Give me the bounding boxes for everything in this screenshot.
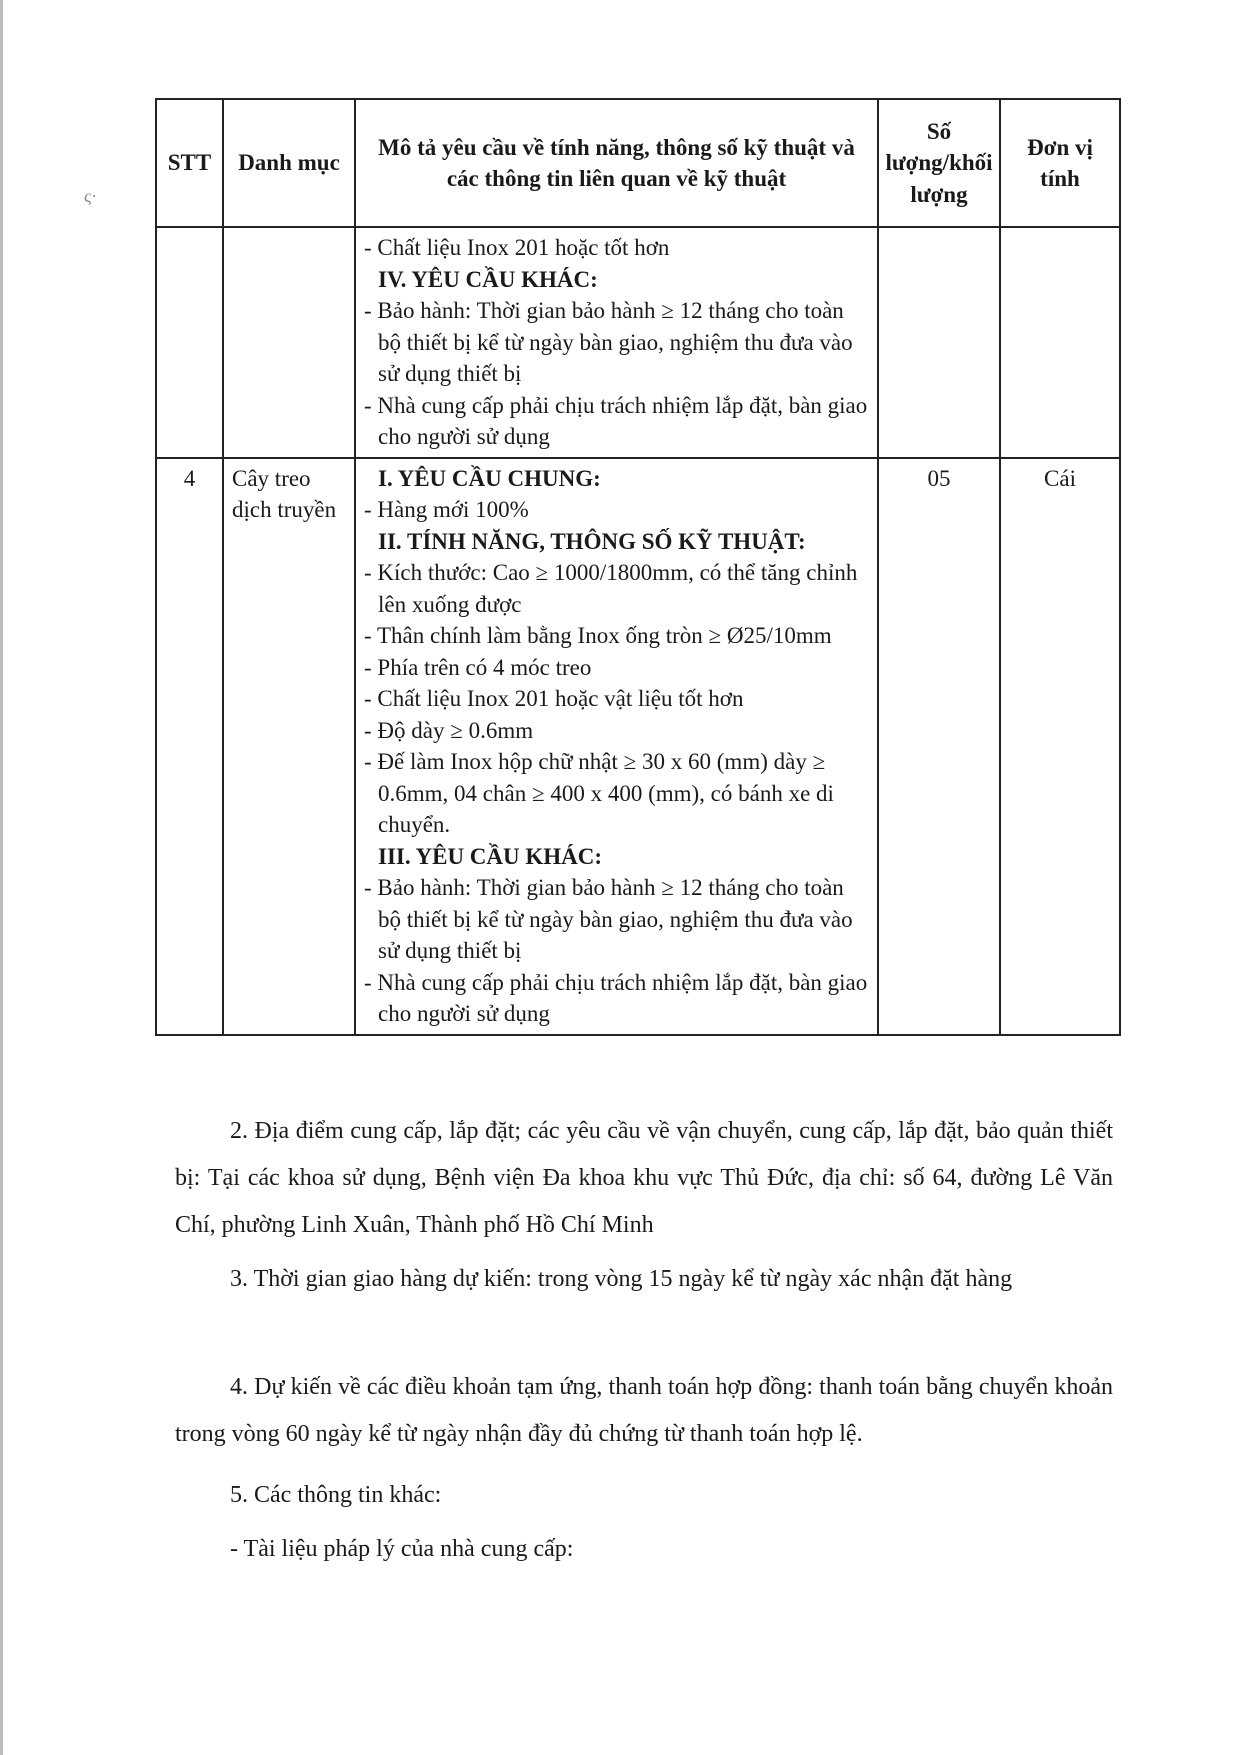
- header-quantity: Số lượng/khối lượng: [878, 99, 1000, 227]
- cell-quantity: 05: [878, 458, 1000, 1035]
- table-header-row: [156, 99, 1120, 227]
- description-heading: II. TÍNH NĂNG, THÔNG SỐ KỸ THUẬT:: [378, 528, 806, 554]
- paragraph-delivery-location: [175, 1108, 1113, 1249]
- header-stt: STT: [156, 99, 223, 227]
- paragraph-text: - Tài liệu pháp lý của nhà cung cấp:: [230, 1536, 574, 1562]
- description-line: - Nhà cung cấp phải chịu trách nhiệm lắp đặt, bàn giao cho người sử dụng: [364, 969, 868, 1026]
- cell-unit: Cái: [1000, 458, 1120, 1035]
- cell-category: Cây treo dịch truyền: [223, 458, 355, 1035]
- cell-stt: [156, 227, 223, 458]
- description-line: - Bảo hành: Thời gian bảo hành ≥ 12 tháng cho toàn bộ thiết bị kể từ ngày bàn giao, nghiệm thu đưa vào sử dụng thiết bị: [364, 875, 853, 963]
- paragraph-delivery-time: [175, 1256, 1113, 1303]
- paragraph-text: 3. Thời gian giao hàng dự kiến: trong vòng 15 ngày kể từ ngày xác nhận đặt hàng: [230, 1266, 1013, 1292]
- description-line: - Chất liệu Inox 201 hoặc vật liệu tốt hơn: [364, 686, 744, 711]
- description-line: - Phía trên có 4 móc treo: [364, 654, 592, 680]
- cell-stt: 4: [156, 458, 223, 1035]
- description-heading: IV. YÊU CẦU KHÁC:: [378, 266, 598, 292]
- header-unit: Đơn vị tính: [1000, 99, 1120, 227]
- description-line: - Hàng mới 100%: [364, 497, 529, 522]
- cell-description: [355, 227, 878, 458]
- header-category: Danh mục: [223, 99, 355, 227]
- description-line: - Bảo hành: Thời gian bảo hành ≥ 12 tháng cho toàn bộ thiết bị kể từ ngày bàn giao, nghiệm thu đưa vào sử dụng thiết bị: [364, 298, 853, 386]
- cell-unit: [1000, 227, 1120, 458]
- description-line: - Nhà cung cấp phải chịu trách nhiệm lắp đặt, bàn giao cho người sử dụng: [364, 392, 868, 449]
- description-line: - Kích thước: Cao ≥ 1000/1800mm, có thể tăng chỉnh lên xuống được: [364, 560, 858, 617]
- scan-left-edge: [0, 0, 3, 1755]
- paragraph-text: 5. Các thông tin khác:: [230, 1482, 442, 1508]
- specification-table: [155, 98, 1121, 1036]
- description-heading: I. YÊU CẦU CHUNG:: [378, 465, 601, 491]
- cell-quantity: [878, 227, 1000, 458]
- cell-description: [355, 458, 878, 1035]
- paragraph-payment-terms: [175, 1364, 1113, 1458]
- description-line: - Độ dày ≥ 0.6mm: [364, 717, 534, 743]
- paragraph-legal-documents: [175, 1526, 1113, 1573]
- description-line: - Chất liệu Inox 201 hoặc tốt hơn: [364, 235, 670, 260]
- description-line: - Thân chính làm bằng Inox ống tròn ≥ Ø25/10mm: [364, 623, 832, 648]
- scan-artifact: ς·: [84, 186, 98, 206]
- description-heading: III. YÊU CẦU KHÁC:: [378, 843, 603, 869]
- table-row: [156, 458, 1120, 1035]
- header-description: Mô tả yêu cầu về tính năng, thông số kỹ thuật và các thông tin liên quan về kỹ thuật: [355, 99, 878, 227]
- paragraph-text: 4. Dự kiến về các điều khoản tạm ứng, thanh toán hợp đồng: thanh toán bằng chuyển khoản trong vòng 60 ngày kể từ ngày nhận đầy đủ chứng từ thanh toán hợp lệ.: [175, 1374, 1113, 1447]
- description-line: - Đế làm Inox hộp chữ nhật ≥ 30 x 60 (mm) dày ≥ 0.6mm, 04 chân ≥ 400 x 400 (mm), có bánh xe di chuyển.: [364, 749, 834, 837]
- paragraph-text: 2. Địa điểm cung cấp, lắp đặt; các yêu cầu về vận chuyển, cung cấp, lắp đặt, bảo quản thiết bị: Tại các khoa sử dụng, Bệnh viện Đa khoa khu vực Thủ Đức, địa chỉ: số 64, đường Lê Văn Chí, phường Linh Xuân, Thành phố Hồ Chí Minh: [175, 1118, 1113, 1238]
- table-row: [156, 227, 1120, 458]
- paragraph-other-info: [175, 1472, 1113, 1519]
- cell-category: [223, 227, 355, 458]
